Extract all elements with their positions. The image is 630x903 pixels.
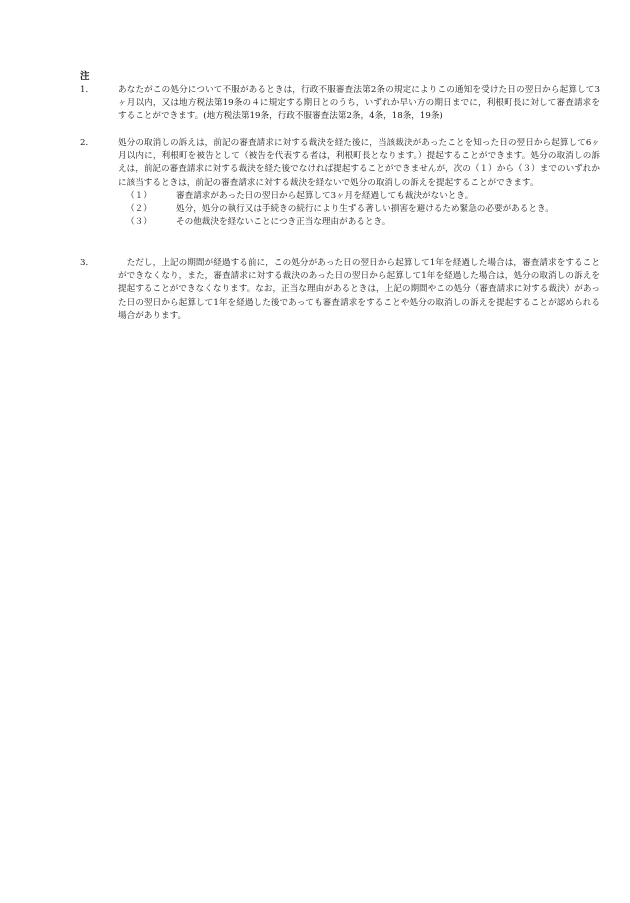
note-item-1	[80, 84, 600, 124]
sub-item-2	[118, 203, 600, 216]
note-item-2	[80, 137, 600, 229]
notes-heading: 注	[80, 71, 90, 82]
note-number: 2．	[80, 138, 95, 148]
note-text: 処分の取消しの訴えは，前記の審査請求に対する裁決を経た後に，当該裁決があったことを知った日の翌日から起算して6ヶ月以内に，利根町を被告として（被告を代表する者は，利根町長となります。）提起することができます。処分の取消しの訴えは，前記の審査請求に対する裁決を経た後でなければ提起することができませんが，次の（１）から（３）までのいずれかに該当するときは，前記の審査請求に対する裁決を経ないで処分の取消しの訴えを提起することができます。	[118, 138, 600, 188]
sub-item-1	[118, 190, 600, 203]
sub-item-number: （２）	[126, 204, 152, 215]
note-text: ただし，上記の期間が経過する前に，この処分があった日の翌日から起算して1年を経過した場合は，審査請求をすることができなくなり，また，審査請求に対する裁決のあった日の翌日から起算して1年を経過した場合は，処分の取消しの訴えを提起することができなくなります。なお，正当な理由があるときは，上記の期間やこの処分（審査請求に対する裁決）があった日の翌日から起算して1年を経過した後であっても審査請求をすることや処分の取消しの訴えを提起することが認められる場合があります。	[118, 258, 600, 321]
sub-item-number: （３）	[126, 217, 152, 228]
sub-item-3	[118, 216, 600, 229]
note-text: あなたがこの処分について不服があるときは，行政不服審査法第2条の規定によりこの通知を受けた日の翌日から起算して3ヶ月以内，又は地方税法第19条の４に規定する期日とのうち，いずれか早い方の期日までに，利根町長に対して審査請求をすることができます。(地方税法第19条，行政不服審査法第2条，4条，18条，19条)	[118, 85, 600, 122]
note-number: 1．	[80, 85, 95, 95]
sub-item-text: 処分，処分の執行又は手続きの続行により生ずる著しい損害を避けるため緊急の必要があるとき。	[176, 204, 554, 215]
sub-item-text: 審査請求があった日の翌日から起算して3ヶ月を経過しても裁決がないとき。	[176, 190, 474, 201]
note-number: 3．	[80, 258, 95, 268]
sub-item-number: （１）	[126, 190, 152, 201]
sub-item-text: その他裁決を経ないことにつき正当な理由があるとき。	[176, 217, 391, 228]
note-item-3	[80, 257, 600, 323]
